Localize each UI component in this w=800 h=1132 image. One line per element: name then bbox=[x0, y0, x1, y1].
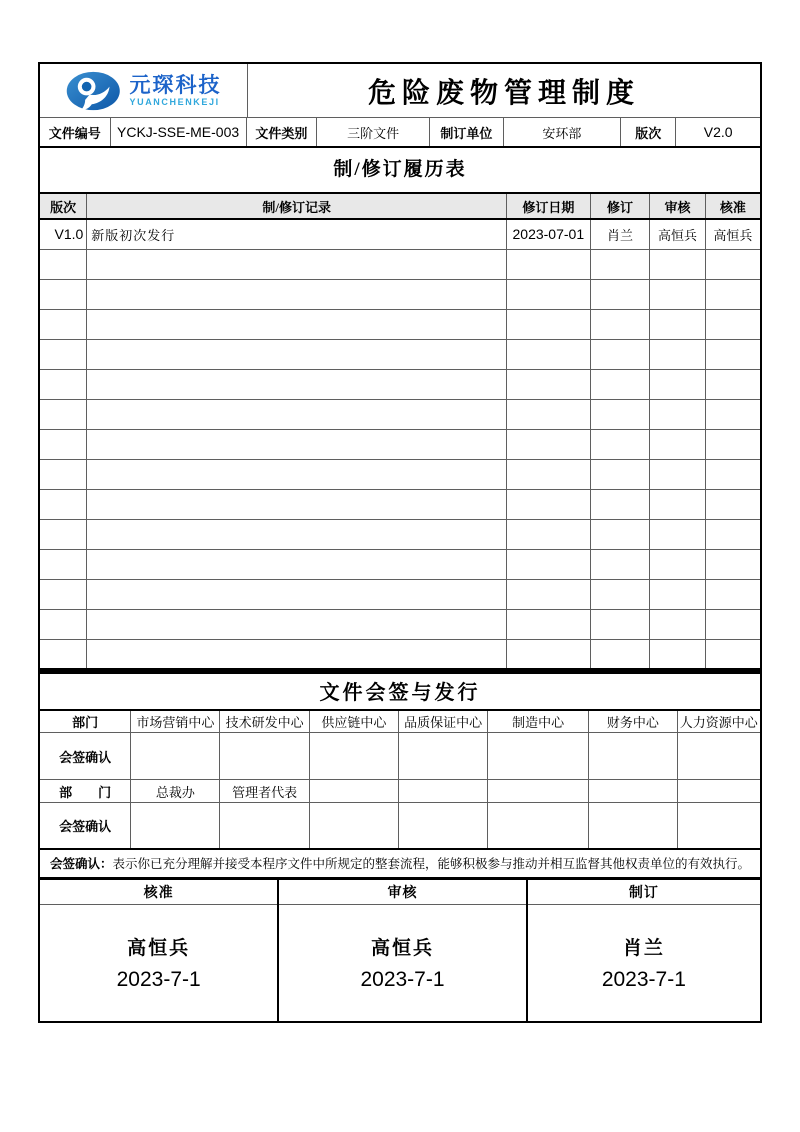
signature-cell bbox=[488, 733, 589, 780]
revision-empty-cell bbox=[40, 519, 87, 549]
department-label: 部 门 bbox=[40, 780, 131, 803]
dept-cell: 供应链中心 bbox=[309, 710, 398, 733]
revision-row bbox=[40, 219, 760, 249]
revision-empty-cell bbox=[705, 489, 760, 519]
reviewer-name: 高恒兵 bbox=[371, 938, 435, 960]
dept-cell: 技术研发中心 bbox=[220, 710, 309, 733]
revision-empty-cell bbox=[650, 249, 705, 279]
revision-empty-cell bbox=[87, 429, 507, 459]
revision-empty-cell bbox=[40, 639, 87, 669]
approval-signature-row bbox=[40, 905, 760, 1021]
revision-empty-cell bbox=[650, 639, 705, 669]
signature-cell bbox=[220, 803, 309, 848]
revision-empty-cell bbox=[650, 459, 705, 489]
signature-cell bbox=[220, 733, 309, 780]
col-record: 制/修订记录 bbox=[87, 193, 507, 219]
revision-empty-cell bbox=[507, 249, 591, 279]
revision-empty-cell bbox=[705, 639, 760, 669]
revision-empty-cell bbox=[650, 579, 705, 609]
revision-empty-row bbox=[40, 339, 760, 369]
signature-cell bbox=[399, 803, 488, 848]
revision-empty-cell bbox=[590, 609, 650, 639]
revision-empty-cell bbox=[705, 249, 760, 279]
revision-empty-cell bbox=[590, 639, 650, 669]
review-date: 2023-7-1 bbox=[360, 968, 445, 992]
revision-empty-cell bbox=[87, 489, 507, 519]
revision-empty-cell bbox=[590, 339, 650, 369]
revision-empty-row bbox=[40, 309, 760, 339]
dept-cell bbox=[399, 780, 488, 803]
revision-empty-cell bbox=[507, 339, 591, 369]
revision-section-title: 制/修订履历表 bbox=[333, 159, 467, 180]
revision-record: 新版初次发行 bbox=[87, 219, 507, 249]
draft-date: 2023-7-1 bbox=[601, 968, 686, 992]
revision-empty-cell bbox=[705, 549, 760, 579]
department-row-1 bbox=[40, 710, 760, 733]
note-text: 表示你已充分理解并接受本程序文件中所规定的整套流程，能够积极参与推动并相互监督其他权责单位的有效执行。 bbox=[112, 857, 751, 871]
revision-reviewer: 高恒兵 bbox=[650, 219, 705, 249]
revision-empty-row bbox=[40, 489, 760, 519]
revision-empty-cell bbox=[87, 279, 507, 309]
dept-cell: 财务中心 bbox=[589, 710, 678, 733]
approver-name: 高恒兵 bbox=[127, 938, 191, 960]
revision-empty-cell bbox=[590, 429, 650, 459]
signature-cell bbox=[309, 803, 398, 848]
revision-empty-cell bbox=[705, 459, 760, 489]
signature-cell bbox=[309, 733, 398, 780]
revision-empty-row bbox=[40, 249, 760, 279]
revision-empty-cell bbox=[87, 519, 507, 549]
revision-empty-cell bbox=[507, 489, 591, 519]
revision-reviser: 肖兰 bbox=[590, 219, 650, 249]
approve-col-label: 核准 bbox=[40, 880, 278, 905]
approve-date: 2023-7-1 bbox=[116, 968, 201, 992]
draft-signature bbox=[527, 905, 760, 1021]
revision-empty-cell bbox=[87, 609, 507, 639]
document-header bbox=[40, 64, 760, 118]
dept-cell: 管理者代表 bbox=[220, 780, 309, 803]
revision-empty-cell bbox=[590, 369, 650, 399]
document-info-row bbox=[40, 118, 760, 148]
dept-cell bbox=[677, 780, 760, 803]
revision-header-row bbox=[40, 193, 760, 219]
doc-unit-value: 安环部 bbox=[504, 118, 621, 146]
revision-empty-row bbox=[40, 399, 760, 429]
dept-cell: 制造中心 bbox=[488, 710, 589, 733]
revision-empty-cell bbox=[507, 309, 591, 339]
revision-empty-cell bbox=[87, 549, 507, 579]
signature-cell bbox=[131, 803, 220, 848]
revision-empty-cell bbox=[650, 609, 705, 639]
dept-cell bbox=[309, 780, 398, 803]
col-reviser: 修订 bbox=[590, 193, 650, 219]
dept-cell: 市场营销中心 bbox=[131, 710, 220, 733]
revision-empty-cell bbox=[705, 429, 760, 459]
revision-empty-cell bbox=[87, 399, 507, 429]
revision-empty-cell bbox=[40, 369, 87, 399]
doc-version-label: 版次 bbox=[621, 118, 676, 146]
revision-empty-cell bbox=[590, 249, 650, 279]
revision-empty-cell bbox=[590, 489, 650, 519]
signature-cell bbox=[677, 803, 760, 848]
revision-empty-cell bbox=[507, 399, 591, 429]
document-page bbox=[38, 62, 762, 1023]
revision-empty-cell bbox=[40, 579, 87, 609]
revision-empty-cell bbox=[87, 339, 507, 369]
revision-empty-row bbox=[40, 579, 760, 609]
revision-empty-cell bbox=[650, 429, 705, 459]
revision-empty-cell bbox=[40, 459, 87, 489]
revision-empty-cell bbox=[650, 279, 705, 309]
revision-empty-row bbox=[40, 459, 760, 489]
doc-number-label: 文件编号 bbox=[40, 118, 111, 146]
col-date: 修订日期 bbox=[507, 193, 591, 219]
company-logo-icon bbox=[66, 71, 122, 111]
review-signature bbox=[278, 905, 526, 1021]
note-label: 会签确认： bbox=[50, 857, 113, 871]
revision-empty-cell bbox=[507, 459, 591, 489]
signature-cell bbox=[399, 733, 488, 780]
revision-empty-cell bbox=[87, 639, 507, 669]
signature-cell bbox=[589, 803, 678, 848]
revision-empty-cell bbox=[650, 399, 705, 429]
revision-empty-cell bbox=[507, 369, 591, 399]
page-title: 危险废物管理制度 bbox=[367, 77, 640, 109]
drafter-name: 肖兰 bbox=[622, 938, 665, 960]
revision-empty-cell bbox=[40, 549, 87, 579]
revision-empty-cell bbox=[650, 369, 705, 399]
revision-empty-row bbox=[40, 639, 760, 669]
revision-empty-cell bbox=[590, 279, 650, 309]
countersign-confirm-row-2 bbox=[40, 803, 760, 848]
revision-empty-cell bbox=[590, 579, 650, 609]
dept-cell: 人力资源中心 bbox=[677, 710, 760, 733]
revision-empty-cell bbox=[40, 399, 87, 429]
revision-empty-cell bbox=[705, 279, 760, 309]
doc-category-label: 文件类别 bbox=[247, 118, 318, 146]
revision-empty-cell bbox=[590, 459, 650, 489]
revision-version: V1.0 bbox=[40, 219, 87, 249]
revision-empty-cell bbox=[87, 459, 507, 489]
review-col-label: 审核 bbox=[278, 880, 526, 905]
revision-empty-cell bbox=[40, 309, 87, 339]
doc-category-value: 三阶文件 bbox=[317, 118, 430, 146]
revision-empty-row bbox=[40, 549, 760, 579]
col-approver: 核准 bbox=[705, 193, 760, 219]
revision-empty-cell bbox=[507, 639, 591, 669]
revision-empty-cell bbox=[650, 309, 705, 339]
revision-empty-cell bbox=[40, 429, 87, 459]
revision-approver: 高恒兵 bbox=[705, 219, 760, 249]
revision-empty-row bbox=[40, 519, 760, 549]
department-label: 部门 bbox=[40, 710, 131, 733]
company-name: 元琛科技 bbox=[129, 73, 222, 97]
revision-empty-cell bbox=[705, 369, 760, 399]
revision-empty-cell bbox=[87, 579, 507, 609]
countersign-table bbox=[40, 709, 760, 848]
revision-empty-row bbox=[40, 609, 760, 639]
approval-table bbox=[40, 880, 760, 1021]
revision-table bbox=[40, 192, 760, 671]
revision-empty-cell bbox=[650, 339, 705, 369]
company-name-en: YUANCHENKEJI bbox=[129, 96, 220, 107]
revision-empty-cell bbox=[507, 279, 591, 309]
signature-cell bbox=[589, 733, 678, 780]
revision-empty-cell bbox=[650, 549, 705, 579]
col-version: 版次 bbox=[40, 193, 87, 219]
revision-empty-cell bbox=[87, 309, 507, 339]
revision-empty-cell bbox=[507, 609, 591, 639]
dept-cell bbox=[589, 780, 678, 803]
revision-empty-cell bbox=[590, 549, 650, 579]
signature-cell bbox=[131, 733, 220, 780]
revision-empty-row bbox=[40, 429, 760, 459]
revision-empty-cell bbox=[87, 249, 507, 279]
revision-empty-cell bbox=[40, 339, 87, 369]
revision-empty-cell bbox=[590, 519, 650, 549]
revision-empty-cell bbox=[507, 519, 591, 549]
dept-cell bbox=[488, 780, 589, 803]
confirm-label: 会签确认 bbox=[40, 733, 131, 780]
revision-empty-cell bbox=[705, 609, 760, 639]
signature-cell bbox=[677, 733, 760, 780]
revision-date: 2023-07-01 bbox=[507, 219, 591, 249]
approve-signature bbox=[40, 905, 278, 1021]
revision-empty-cell bbox=[705, 579, 760, 609]
col-reviewer: 审核 bbox=[650, 193, 705, 219]
revision-empty-row bbox=[40, 369, 760, 399]
revision-empty-cell bbox=[40, 609, 87, 639]
revision-empty-cell bbox=[705, 519, 760, 549]
revision-empty-cell bbox=[507, 579, 591, 609]
revision-empty-cell bbox=[650, 519, 705, 549]
doc-unit-label: 制订单位 bbox=[430, 118, 503, 146]
revision-empty-cell bbox=[705, 339, 760, 369]
revision-empty-cell bbox=[507, 429, 591, 459]
approval-header-row bbox=[40, 880, 760, 905]
revision-empty-cell bbox=[507, 549, 591, 579]
revision-empty-cell bbox=[705, 309, 760, 339]
revision-empty-cell bbox=[650, 489, 705, 519]
revision-empty-cell bbox=[590, 309, 650, 339]
signature-cell bbox=[488, 803, 589, 848]
countersign-confirm-row-1 bbox=[40, 733, 760, 780]
brand-text bbox=[130, 75, 222, 107]
revision-empty-row bbox=[40, 279, 760, 309]
revision-empty-cell bbox=[40, 279, 87, 309]
confirm-label: 会签确认 bbox=[40, 803, 131, 848]
department-row-2 bbox=[40, 780, 760, 803]
revision-empty-cell bbox=[87, 369, 507, 399]
draft-col-label: 制订 bbox=[527, 880, 760, 905]
revision-empty-cell bbox=[590, 399, 650, 429]
dept-cell: 总裁办 bbox=[131, 780, 220, 803]
revision-empty-cell bbox=[40, 489, 87, 519]
doc-version-value: V2.0 bbox=[703, 124, 733, 140]
doc-number-value: YCKJ-SSE-ME-003 bbox=[111, 118, 247, 146]
revision-empty-cell bbox=[705, 399, 760, 429]
countersign-section-title: 文件会签与发行 bbox=[40, 671, 760, 709]
dept-cell: 品质保证中心 bbox=[399, 710, 488, 733]
revision-empty-cell bbox=[40, 249, 87, 279]
countersign-note bbox=[40, 848, 760, 880]
company-logo bbox=[40, 64, 248, 117]
